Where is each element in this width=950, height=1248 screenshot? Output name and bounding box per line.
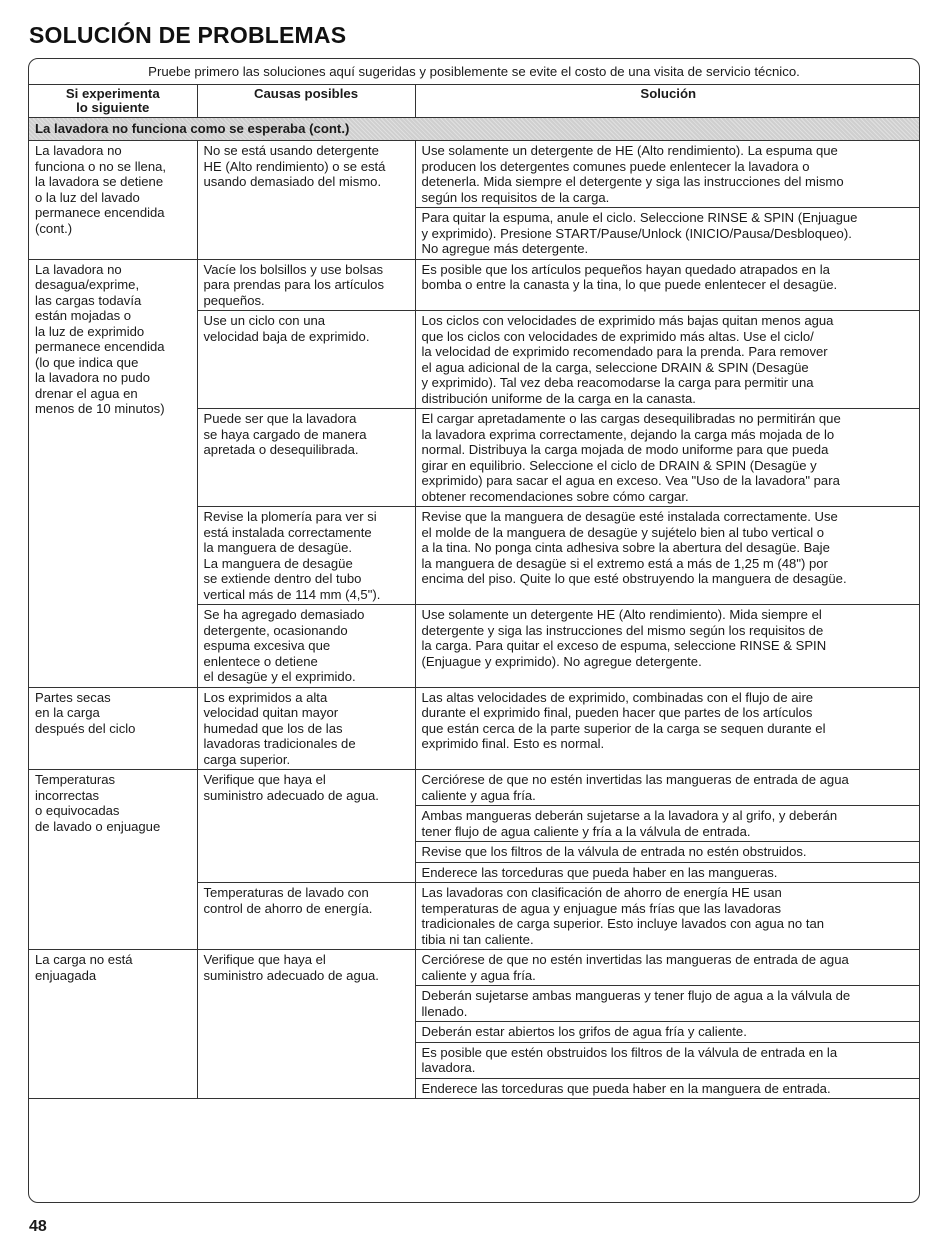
- solution-cell: Use solamente un detergente HE (Alto rendimiento). Mida siempre el detergente y siga las instrucciones del mismo según los requisitos de la carga. Para quitar el exceso de espuma, seleccione RINSE & SPIN (Enjuague y exprimido). No agregue detergente.: [415, 605, 920, 688]
- solution-cell: Es posible que los artículos pequeños hayan quedado atrapados en la bomba o entre la canasta y la tina, lo que puede enlentecer el desagüe.: [415, 259, 920, 311]
- solution-cell: Enderece las torceduras que pueda haber en la manguera de entrada.: [415, 1078, 920, 1099]
- solution-cell: Cerciórese de que no estén invertidas las mangueras de entrada de agua caliente y agua fría.: [415, 950, 920, 986]
- table-row: [29, 687, 920, 770]
- page-number: 48: [29, 1218, 47, 1235]
- troubleshooting-table: [29, 85, 920, 1099]
- solution-cell: El cargar apretadamente o las cargas desequilibradas no permitirán que la lavadora exprima correctamente, dejando la carga más mojada de lo normal. Distribuya la carga mojada de modo uniforme para que pueda girar en equilibrio. Seleccione el ciclo de DRAIN & SPIN (Desagüe y exprimido) para sacar el agua en exceso. Vea "Uso de la lavadora" para obtener recomendaciones sobre cómo cargar.: [415, 409, 920, 507]
- solution-cell: Use solamente un detergente de HE (Alto rendimiento). La espuma que producen los detergentes comunes puede enlentecer la lavadora o detenerla. Mida siempre el detergente y siga las instrucciones del mismo según los requisitos de la carga.: [415, 141, 920, 208]
- solution-cell: Revise que la manguera de desagüe esté instalada correctamente. Use el molde de la manguera de desagüe y sujételo bien al tubo vertical o a la tina. No ponga cinta adhesiva sobre la abertura del desagüe. Baje la manguera de desagüe si el extremo está a más de 1,25 m (48") por encima del piso. Quite lo que esté obstruyendo la manguera de desagüe.: [415, 507, 920, 605]
- symptom-cell: La lavadora no funciona o no se llena, la lavadora se detiene o la luz del lavado permanece encendida (cont.): [29, 141, 197, 260]
- table-header-row: [29, 85, 920, 118]
- table-row: [29, 141, 920, 208]
- cause-cell: No se está usando detergente HE (Alto rendimiento) o se está usando demasiado del mismo.: [197, 141, 415, 260]
- intro-text: Pruebe primero las soluciones aquí sugeridas y posiblemente se evite el costo de una visita de servicio técnico.: [29, 59, 919, 85]
- solution-cell: Las lavadoras con clasificación de ahorro de energía HE usan temperaturas de agua y enjuague más frías que las lavadoras tradicionales de carga superior. Esto incluye lavados con agua no tan tibia ni tan caliente.: [415, 883, 920, 950]
- solution-cell: Enderece las torceduras que pueda haber en las mangueras.: [415, 862, 920, 883]
- page-title: SOLUCIÓN DE PROBLEMAS: [29, 22, 347, 48]
- cause-cell: Puede ser que la lavadora se haya cargado de manera apretada o desequilibrada.: [197, 409, 415, 507]
- solution-cell: Deberán sujetarse ambas mangueras y tener flujo de agua a la válvula de llenado.: [415, 986, 920, 1022]
- table-row: [29, 950, 920, 986]
- header-symptom: Si experimenta lo siguiente: [29, 85, 197, 118]
- cause-cell: Temperaturas de lavado con control de ahorro de energía.: [197, 883, 415, 950]
- solution-cell: Las altas velocidades de exprimido, combinadas con el flujo de aire durante el exprimido final, pueden hacer que partes de los artículos que están cerca de la parte superior de la carga se sequen durante el exprimido final. Esto es normal.: [415, 687, 920, 770]
- symptom-cell: Temperaturas incorrectas o equivocadas de lavado o enjuague: [29, 770, 197, 950]
- solution-cell: Los ciclos con velocidades de exprimido más bajas quitan menos agua que los ciclos con velocidades de exprimido más altas. Use el ciclo/ la velocidad de exprimido recomendado para la prenda. Para remover el agua adicional de la carga, seleccione DRAIN & SPIN (Desagüe y exprimido). Tal vez deba reacomodarse la carga para permitir una distribución uniforme de la carga en la canasta.: [415, 311, 920, 409]
- symptom-cell: La carga no está enjuagada: [29, 950, 197, 1099]
- solution-cell: Cerciórese de que no estén invertidas las mangueras de entrada de agua caliente y agua fría.: [415, 770, 920, 806]
- cause-cell: Use un ciclo con una velocidad baja de exprimido.: [197, 311, 415, 409]
- symptom-cell: Partes secas en la carga después del ciclo: [29, 687, 197, 770]
- solution-cell: Es posible que estén obstruidos los filtros de la válvula de entrada en la lavadora.: [415, 1042, 920, 1078]
- cause-cell: Los exprimidos a alta velocidad quitan mayor humedad que los de las lavadoras tradicionales de carga superior.: [197, 687, 415, 770]
- solution-cell: Revise que los filtros de la válvula de entrada no estén obstruidos.: [415, 842, 920, 863]
- cause-cell: Revise la plomería para ver si está instalada correctamente la manguera de desagüe. La manguera de desagüe se extiende dentro del tubo vertical más de 114 mm (4,5").: [197, 507, 415, 605]
- section-row: [29, 118, 920, 141]
- solution-cell: Ambas mangueras deberán sujetarse a la lavadora y al grifo, y deberán tener flujo de agua caliente y fría a la válvula de entrada.: [415, 806, 920, 842]
- cause-cell: Verifique que haya el suministro adecuado de agua.: [197, 950, 415, 1099]
- troubleshooting-panel: [28, 58, 920, 1203]
- cause-cell: Verifique que haya el suministro adecuado de agua.: [197, 770, 415, 883]
- cause-cell: Vacíe los bolsillos y use bolsas para prendas para los artículos pequeños.: [197, 259, 415, 311]
- table-row: [29, 259, 920, 311]
- table-row: [29, 770, 920, 806]
- solution-cell: Deberán estar abiertos los grifos de agua fría y caliente.: [415, 1022, 920, 1043]
- header-solution: Solución: [415, 85, 920, 118]
- section-title: La lavadora no funciona como se esperaba (cont.): [29, 118, 920, 141]
- cause-cell: Se ha agregado demasiado detergente, ocasionando espuma excesiva que enlentece o detiene el desagüe y el exprimido.: [197, 605, 415, 688]
- header-causes: Causas posibles: [197, 85, 415, 118]
- solution-cell: Para quitar la espuma, anule el ciclo. Seleccione RINSE & SPIN (Enjuague y exprimido). Presione START/Pause/Unlock (INICIO/Pausa/Desbloqueo). No agregue más detergente.: [415, 208, 920, 260]
- symptom-cell: La lavadora no desagua/exprime, las cargas todavía están mojadas o la luz de exprimido permanece encendida (lo que indica que la lavadora no pudo drenar el agua en menos de 10 minutos): [29, 259, 197, 687]
